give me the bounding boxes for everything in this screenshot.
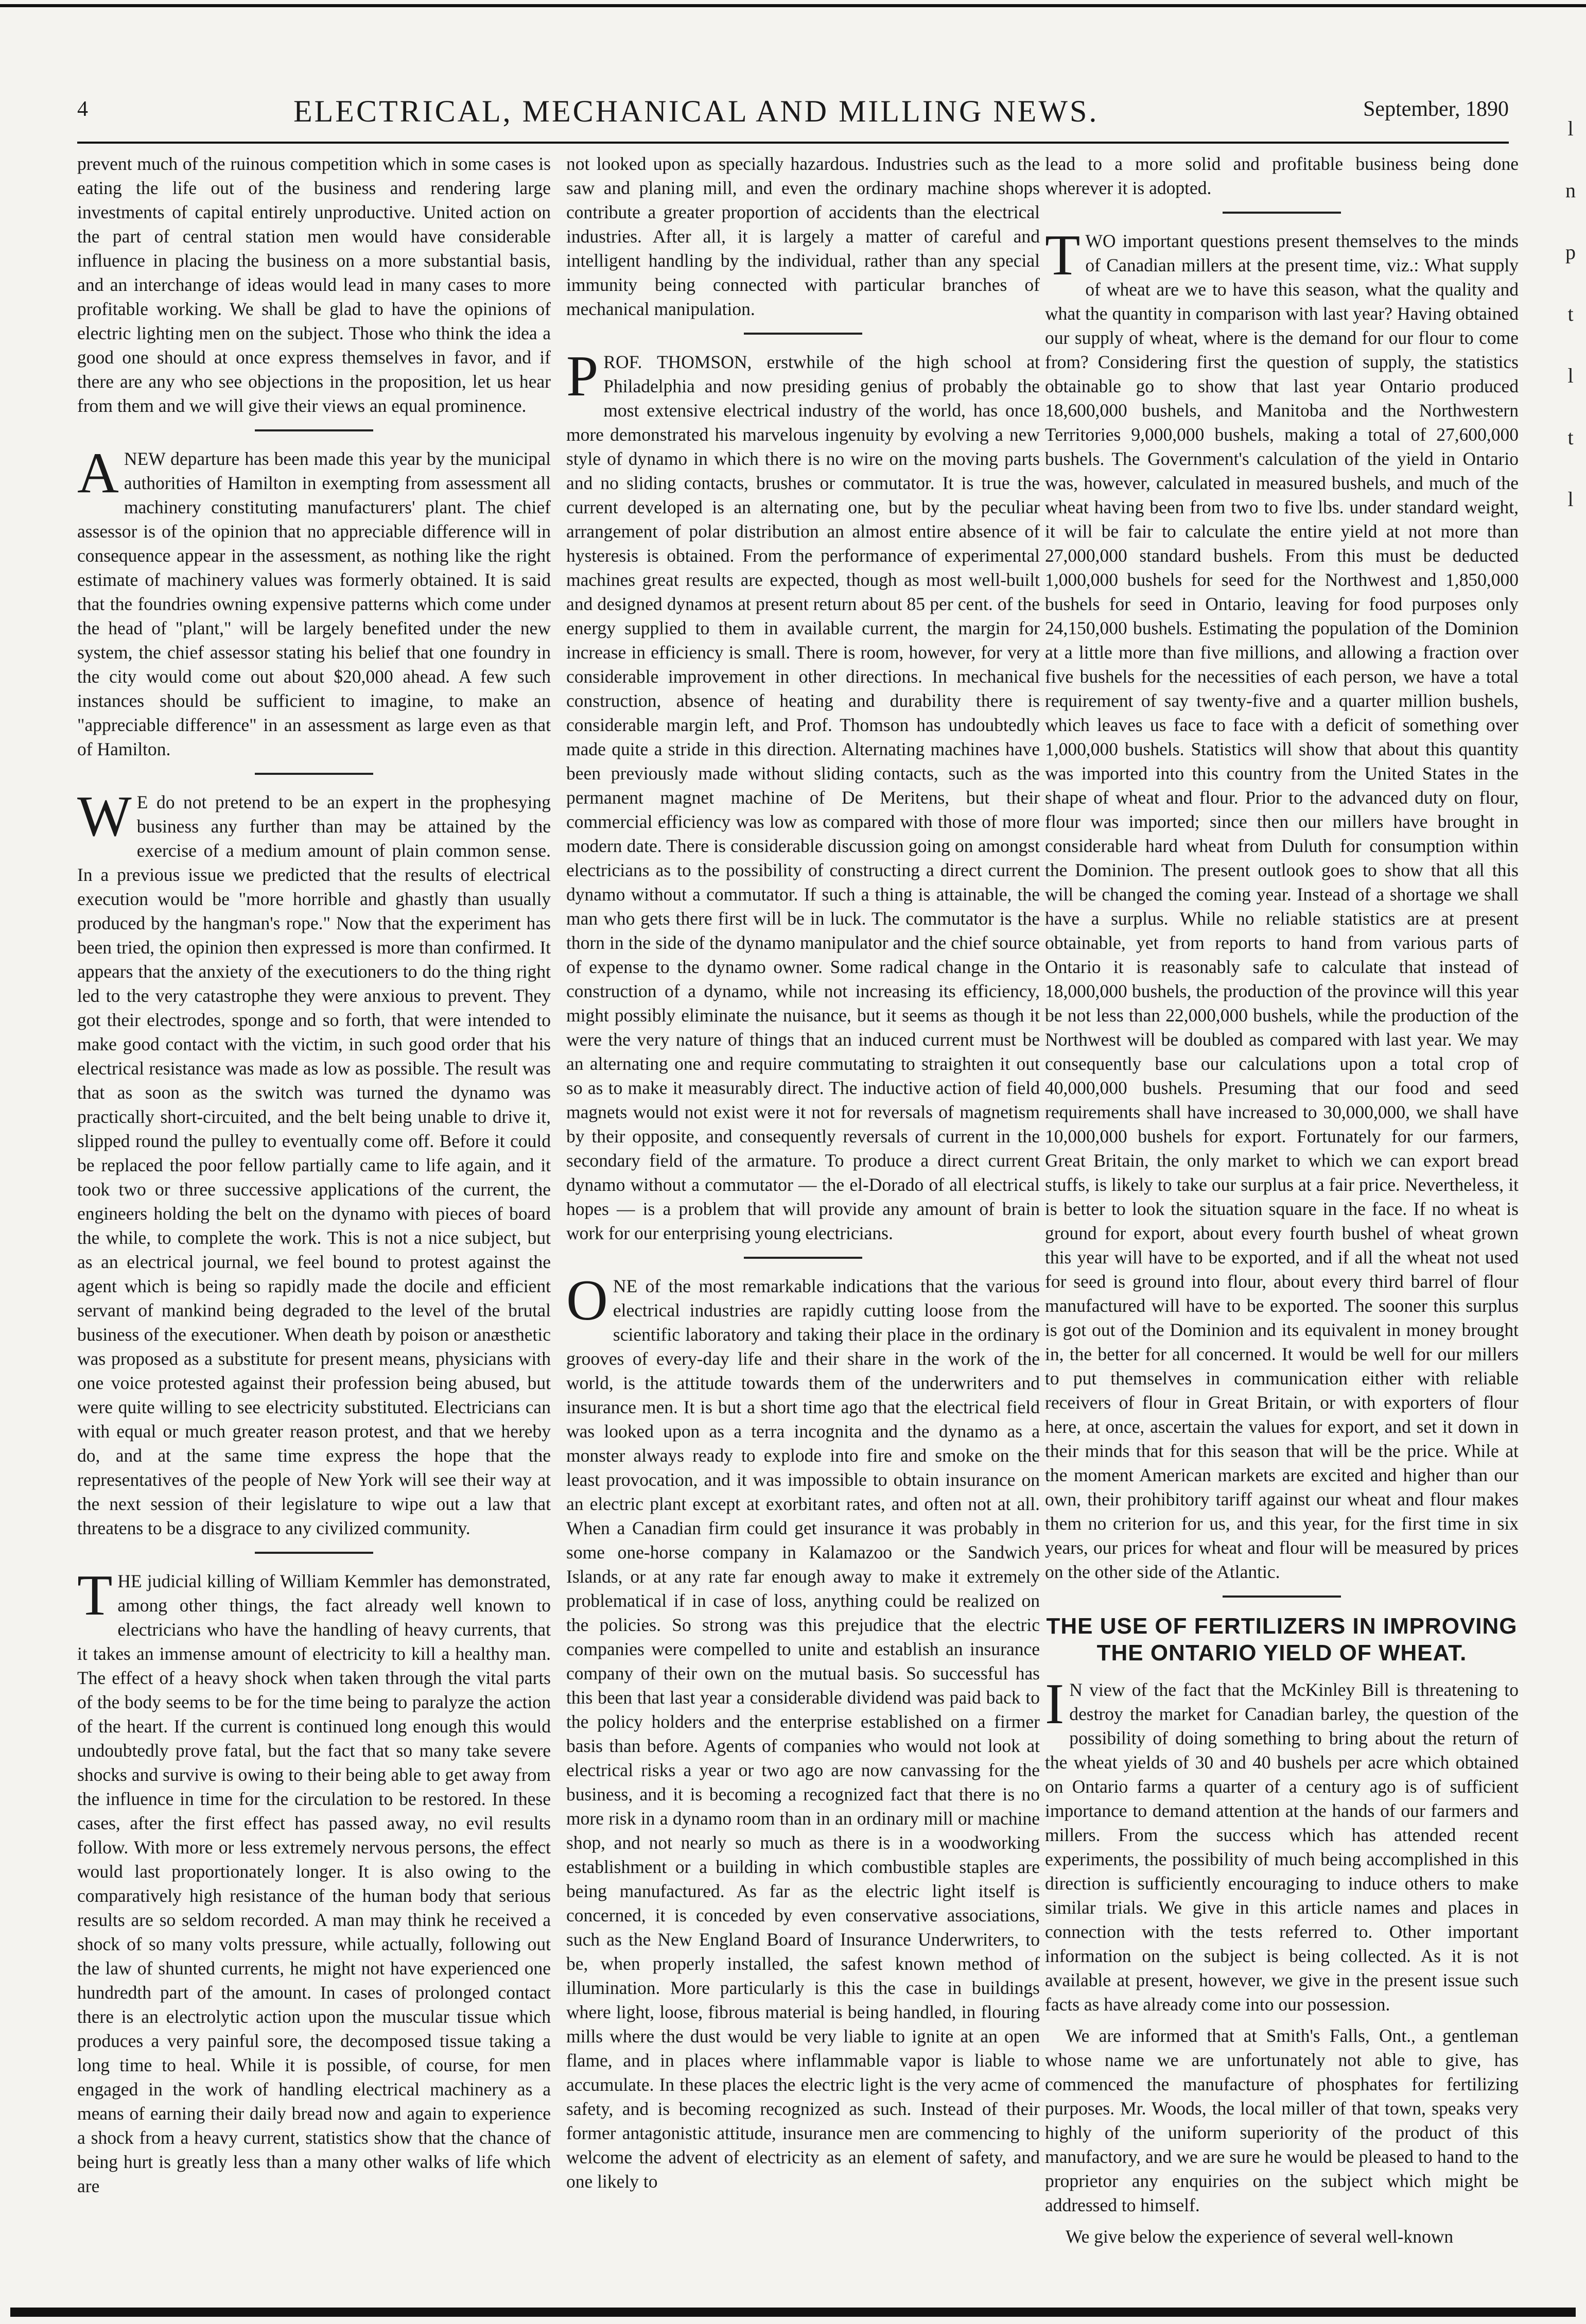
page-number: 4 [77, 97, 88, 121]
bottom-rule [10, 2308, 1576, 2317]
margin-marks [1560, 98, 1581, 530]
drop-cap: T [77, 1564, 113, 1627]
column-2 [566, 152, 1040, 2273]
article-paragraph: ANEW departure has been made this year by the municipal authorities of Hamilton in exempting from assessment all machinery constituting manufacturers' plant. The chief assessor is of the opinion that no appreciable difference will in consequence appear in the assessment, as nothing like the right estimate of machinery values was formerly obtained. It is said that the foundries owning expensive patterns which come under the head of "plant," will be largely benefited under the new system, the chief assessor stating his belief that one foundry in the city would come out about $20,000 ahead. A few such instances should be sufficient to imagine, to make an "appreciable difference" in an assessment as large even as that of Hamilton. [77, 441, 551, 759]
margin-mark: l [1567, 488, 1574, 511]
section-divider [255, 429, 373, 431]
article-paragraph: We give below the experience of several well-known [1066, 2226, 1454, 2247]
margin-mark: l [1567, 364, 1574, 387]
article-paragraph: TWO important questions present themselves to the minds of Canadian millers at the present time, viz.: What supply of wheat are we to have this season, what the quality and what the quantity in comparison with last year? Having obtained our supply of wheat, where is the demand for our flour to come from? Considering first the question of supply, the statistics obtainable go to show that last year Ontario produced 18,600,000 bushels, and Manitoba and the Northwestern Territories 9,000,000 bushels, making a total of 27,600,000 bushels. The Government's calculation of the yield in Ontario was, however, calculated in measured bushels, and much of the wheat having been from two to five lbs. under standard weight, it will be fair to calculate the entire yield at not more than 27,000,000 standard bushels. From this must be deducted 1,000,000 bushels for seed for the Northwest and 1,850,000 bushels for seed in Ontario, leaving for food purposes only 24,150,000 bushels. Estimating the population of the Dominion at a little more than five millions, and allowing a fraction over five bushels for the necessities of each person, we have a total requirement of say twenty-five and a quarter million bushels, which leaves us face to face with a deficit of something over 1,000,000 bushels. Statistics will show that about this quantity was imported into this country from the United States in the shape of wheat and flour. Prior to the advanced duty on flour, flour was imported; since then our millers have brought in considerable hard wheat from Duluth for consumption within the Dominion. The present outlook goes to show that all this will be changed the coming year. Instead of a shortage we shall have a surplus. While no reliable statistics are at present obtainable, yet from reports to hand from various parts of Ontario it is reasonably safe to calculate that instead of 18,000,000 bushels, the production of the province will this year be not less than 22,000,000 bushels, while the production of the Northwest will be doubled as compared with last year. We may consequently base our calculations upon a total crop of 40,000,000 bushels. Presuming that our food and seed requirements shall have increased to 30,000,000, we shall have 10,000,000 bushels for export. Fortunately for our farmers, Great Britain, the only market to which we can export bread stuffs, is likely to take our surplus at a fair price. Nevertheless, it is better to look the situation square in the face. If no wheat is ground for export, about every fourth bushel of wheat grown this year will have to be exported, and if all the wheat not used for seed is ground into flour, about every third barrel of flour manufactured will have to be exported. The sooner this surplus is got out of the Dominion and its equivalent in money brought in, the better for all concerned. It would be well for our millers to put themselves in communication either with reliable receivers of flour in Great Britain, or with exporters of flour here, at once, ascertain the values for export, and set it down in their minds that for this season that will be the price. While at the moment American markets are excited and higher than our own, their prohibitory tariff against our wheat and flour makes them no criterion for us, and this year, for the first time in six years, our prices for wheat and flour will be measured by prices on the other side of the Atlantic. [1045, 223, 1519, 1582]
article-paragraph: I N view of the fact that the McKinley Bill is threatening to destroy the market for Canadian barley, the question of the possibility of doing something to bring about the return of the wheat yields of 30 and 40 bushels per acre which obtained on Ontario farms a quarter of a century ago is of sufficient importance to demand attention at the hands of our farmers and millers. From the success which has attended recent experiments, the possibility of much being accomplished in this direction is sufficiently encouraging to induce others to make similar trials. We give in this article names and places in connection with the tests referred to. Other important information on the subject is being collected. As it is not available at present, however, we give in the present issue such facts as have already come into our possession. [1045, 1672, 1519, 2015]
drop-cap: O [566, 1269, 608, 1332]
article-paragraph: We are informed that at Smith's Falls, Ont., a gentleman whose name we are unfortunately not able to give, has commenced the manufacture of phosphates for fertilizing purposes. Mr. Woods, the local miller of that town, speaks very highly of the uniform superiority of the product of this manufactory, and we are sure he would be pleased to hand to the proprietor any enquiries on the subject which might be addressed to himself. [1045, 2025, 1519, 2215]
page-header [77, 88, 1509, 134]
article-paragraph: not looked upon as specially hazardous. Industries such as the saw and planing mill, and even the ordinary machine shops contribute a greater proportion of accidents than the electrical industries. After all, it is largely a matter of careful and intelligent handling by the individual, rather than any special immunity being connected with particular branches of mechanical manipulation. [566, 153, 1040, 319]
article-paragraph: THE judicial killing of William Kemmler has demonstrated, among other things, the fact already well known to electricians who have the handling of heavy currents, that it takes an immense amount of electricity to kill a healthy man. The effect of a heavy shock when taken through the vital parts of the body seems to be for the time being to paralyze the action of the heart. If the current is continued long enough this would undoubtedly prove fatal, but the fact that so many take severe shocks and survive is owing to their being able to get away from the influence in time for the circulation to be restored. In these cases, after the first effect has passed away, no evil results follow. With more or less extremely nervous persons, the effect would last proportionately longer. It is also owing to the comparatively high resistance of the human body that serious results are so seldom recorded. A man may think he received a shock of so many volts pressure, while actually, following out the law of shunted currents, he might not have experienced one hundredth part of the amount. In cases of prolonged contact there is an electrolytic action upon the muscular tissue which produces a very painful sore, the decomposed tissue taking a long time to heal. While it is possible, of course, for men engaged in the work of handling electrical machinery as a means of earning their daily bread now and again to experience a shock from a heavy current, statistics show that the chance of being hurt is greatly less than a many other walks of life which are [77, 1564, 551, 2196]
drop-cap: A [77, 441, 119, 505]
drop-cap: T [1045, 223, 1080, 287]
masthead-title: ELECTRICAL, MECHANICAL AND MILLING NEWS. [293, 94, 1099, 128]
drop-cap: I [1045, 1672, 1065, 1736]
issue-date: September, 1890 [1363, 97, 1509, 121]
section-divider [1223, 1595, 1341, 1598]
section-divider [1223, 212, 1341, 214]
drop-cap: W [77, 785, 132, 848]
header-rule [77, 142, 1509, 144]
article-heading: THE USE OF FERTILIZERS IN IMPROVING THE ONTARIO YIELD OF WHEAT. [1046, 1614, 1518, 1666]
article-paragraph: prevent much of the ruinous competition which in some cases is eating the life out of the business and rendering large investments of capital entirely unproductive. United action on the part of central station men would have considerable influence in placing the business on a more substantial basis, and an interchange of ideas would lead in many cases to more profitable working. We shall be glad to have the opinions of electric lighting men on the subject. Those who think the idea a good one should at once express themselves in favor, and if there are any who see objections in the proposition, let us hear from them and we will give their views an equal prominence. [77, 153, 551, 416]
section-divider [744, 333, 862, 335]
article-paragraph: W E do not pretend to be an expert in the prophesying business any further than may be attained by the exercise of a medium amount of plain common sense. In a previous issue we predicted that the results of electrical execution would be "more horrible and ghastly than usually produced by the hangman's rope." Now that the experiment has been tried, the opinion then expressed is more than confirmed. It appears that the anxiety of the executioners to do the thing right led to the very catastrophe they were anxious to prevent. They got their electrodes, sponge and so forth, that were intended to make good contact with the victim, in such good order that his electrical resistance was made as low as possible. The result was that as soon as the switch was turned the dynamo was practically short-circuited, and the belt being unable to drive it, slipped round the pulley to eventually come off. Before it could be replaced the poor fellow partially came to life again, and it took two or three successive applications of the current, the engineers holding the belt on the dynamo with pieces of board the while, to complete the work. This is not a nice subject, but as an electrical journal, we feel bound to protest against the agent which is being so rapidly made the docile and efficient servant of mankind being degraded to the level of the brutal business of the executioner. When death by poison or anæsthetic was proposed as a substitute for present means, physicians with one voice protested against their profession being abused, but were quite willing to see electricity substituted. Electricians can with equal or much greater reason protest, and that we hereby do, and at the same time express the hope that the representatives of the people of New York will see their way at the next session of their legislature to wipe out a law that threatens to be a disgrace to any civilized community. [77, 785, 551, 1538]
drop-cap: P [566, 344, 599, 408]
section-divider [255, 773, 373, 775]
article-paragraph: lead to a more solid and profitable business being done wherever it is adopted. [1045, 153, 1519, 198]
margin-mark: n [1565, 179, 1576, 202]
margin-mark: t [1567, 302, 1574, 325]
column-1 [77, 152, 551, 2273]
margin-mark: l [1567, 117, 1574, 140]
article-paragraph: PROF. THOMSON, erstwhile of the high school at Philadelphia and now presiding genius of probably the most extensive electrical industry of the world, has once more demonstrated his marvelous ingenuity by evolving a new style of dynamo in which there is no wire on the moving parts and no sliding contacts, brushes or commutator. It is true the current developed is an alternating one, but by the peculiar arrangement of polar distribution an almost entire absence of hysteresis is obtained. From the performance of experimental machines great results are expected, though as most well-built and designed dynamos at present return about 85 per cent. of the energy supplied to them in available current, the margin for increase in efficiency is small. There is room, however, for very considerable improvement in other directions. In mechanical construction, absence of heating and durability there is considerable margin left, and Prof. Thomson has undoubtedly made quite a stride in this direction. Alternating machines have been previously made without sliding contacts, such as the permanent magnet machine of De Meritens, but their commercial efficiency was low as compared with those of more modern date. There is considerable discussion going on amongst electricians as to the possibility of constructing a direct current dynamo without a commutator. If such a thing is attainable, the man who gets there first will be in luck. The commutator is the thorn in the side of the dynamo manipulator and the chief source of expense to the dynamo owner. Some radical change in the construction of a dynamo, while not increasing its efficiency, might possibly eliminate the nuisance, but it seems as though it were the very nature of things that an induced current must be an alternating one and require commutating to straighten it out so as to make it measurably direct. The inductive action of field magnets would not exist were it not for reversals of magnetism by their opposite, and consequently reversals of current in the secondary field of the armature. To produce a direct current dynamo without a commutator — the el-Dorado of all electrical hopes — is a problem that will provide any amount of brain work for our enterprising young electricians. [566, 344, 1040, 1243]
top-rule [0, 4, 1586, 7]
article-paragraph: ONE of the most remarkable indications that the various electrical industries are rapidly cutting loose from the scientific laboratory and taking their place in the ordinary grooves of every-day life and their share in the work of the world, is the attitude towards them of the underwriters and insurance men. It is but a short time ago that the electrical field was looked upon as a terra incognita and the dynamo as a monster always ready to explode into fire and smoke on the least provocation, and it was impossible to obtain insurance on an electric plant except at exorbitant rates, and often not at all. When a Canadian firm could get insurance it was probably in some one-horse company in Kalamazoo or the Sandwich Islands, or at any rate far enough away to make it extremely problematical if in case of loss, anything could be realized on the policies. So strong was this prejudice that the electric companies were compelled to unite and establish an insurance company of their own on the mutual basis. So successful has this been that last year a considerable dividend was paid back to the policy holders and the enterprise established on a firmer basis than before. Agents of companies who would not look at electrical risks a year or two ago are now canvassing for the business, and it is becoming a recognized fact that there is no more risk in a dynamo room than in an ordinary mill or machine shop, and not nearly so much as there is in a woodworking establishment or a building in which combustible staples are being manufactured. As far as the electric light itself is concerned, it is conceded by even conservative associations, such as the New England Board of Insurance Underwriters, to be, when properly installed, the safest known method of illumination. More particularly is this the case in buildings where light, loose, fibrous material is being handled, in flouring mills where the dust would be very liable to ignite at an open flame, and in places where inflammable vapor is liable to accumulate. In these places the electric light is the very acme of safety, and is becoming recognized as such. Instead of their former antagonistic attitude, insurance men are commencing to welcome the advent of electricity as an element of safety, and one likely to [566, 1269, 1040, 2192]
section-divider [744, 1257, 862, 1259]
section-divider [255, 1552, 373, 1554]
margin-mark: p [1565, 240, 1576, 264]
margin-mark: t [1567, 426, 1574, 449]
column-3 [1045, 152, 1519, 2273]
